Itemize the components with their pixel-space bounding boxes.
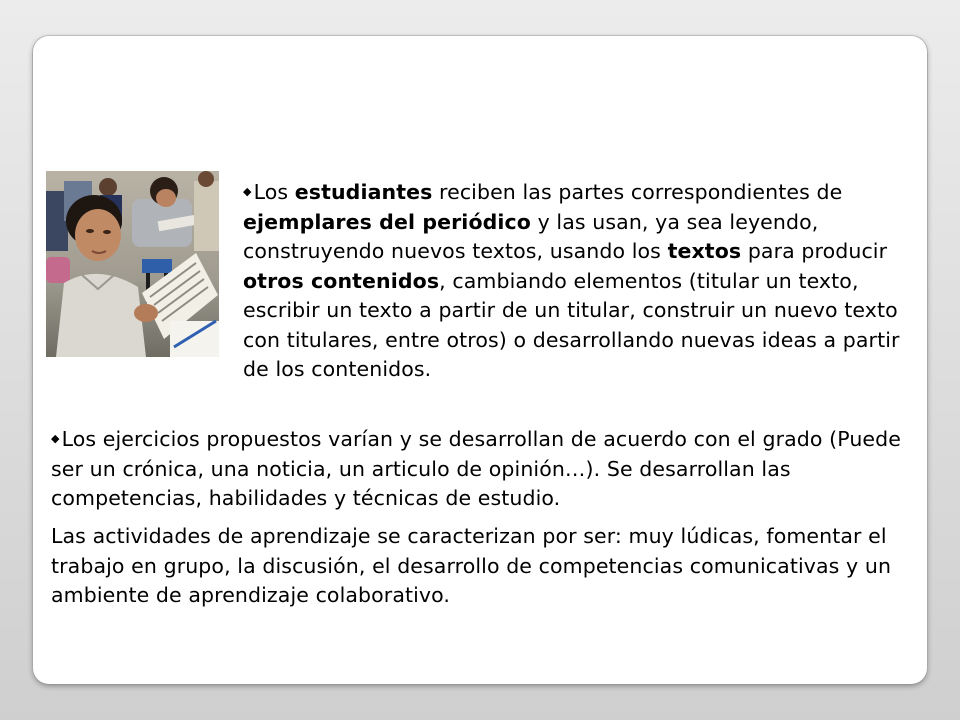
diamond-bullet-icon: ◆	[51, 432, 60, 445]
text-segment: reciben las partes correspondientes de	[432, 180, 843, 204]
paragraph-exercises	[51, 424, 919, 514]
text-segment: y las usan, ya sea leyendo, construyendo nuevos textos, usando los	[243, 209, 819, 263]
paragraph-activities: Las actividades de aprendizaje se caracterizan por ser: muy lúdicas, fomentar el trabajo en grupo, la discusión, el desarrollo de competencias comunicativas y un ambiente de aprendizaje colaborativo.	[51, 524, 892, 607]
text-segment: para producir	[741, 239, 888, 263]
bold-text-segment: estudiantes	[294, 180, 433, 204]
bold-text-segment: ejemplares del periódico	[243, 209, 531, 234]
text-segment: , cambiando elementos (titular un texto, escribir un texto a partir de un titular, construir un nuevo texto con titulares, entre otros) o desarrollando nuevas ideas a partir de los contenidos.	[243, 268, 900, 381]
photo-illustration	[46, 171, 219, 357]
students-reading-photo	[46, 171, 219, 357]
bold-text-segment: otros contenidos	[243, 268, 440, 293]
paragraph-students-text	[243, 180, 900, 381]
paragraph-exercises-text: Los ejercicios propuestos varían y se desarrollan de acuerdo con el grado (Puede ser un crónica, una noticia, un articulo de opinión…). Se desarrollan las competencias, habilidades y técnicas de estudio.	[51, 427, 901, 510]
bold-text-segment: textos	[667, 239, 742, 263]
text-segment: Los	[253, 180, 295, 204]
diamond-bullet-icon: ◆	[243, 185, 252, 198]
paragraph-students	[243, 177, 913, 385]
